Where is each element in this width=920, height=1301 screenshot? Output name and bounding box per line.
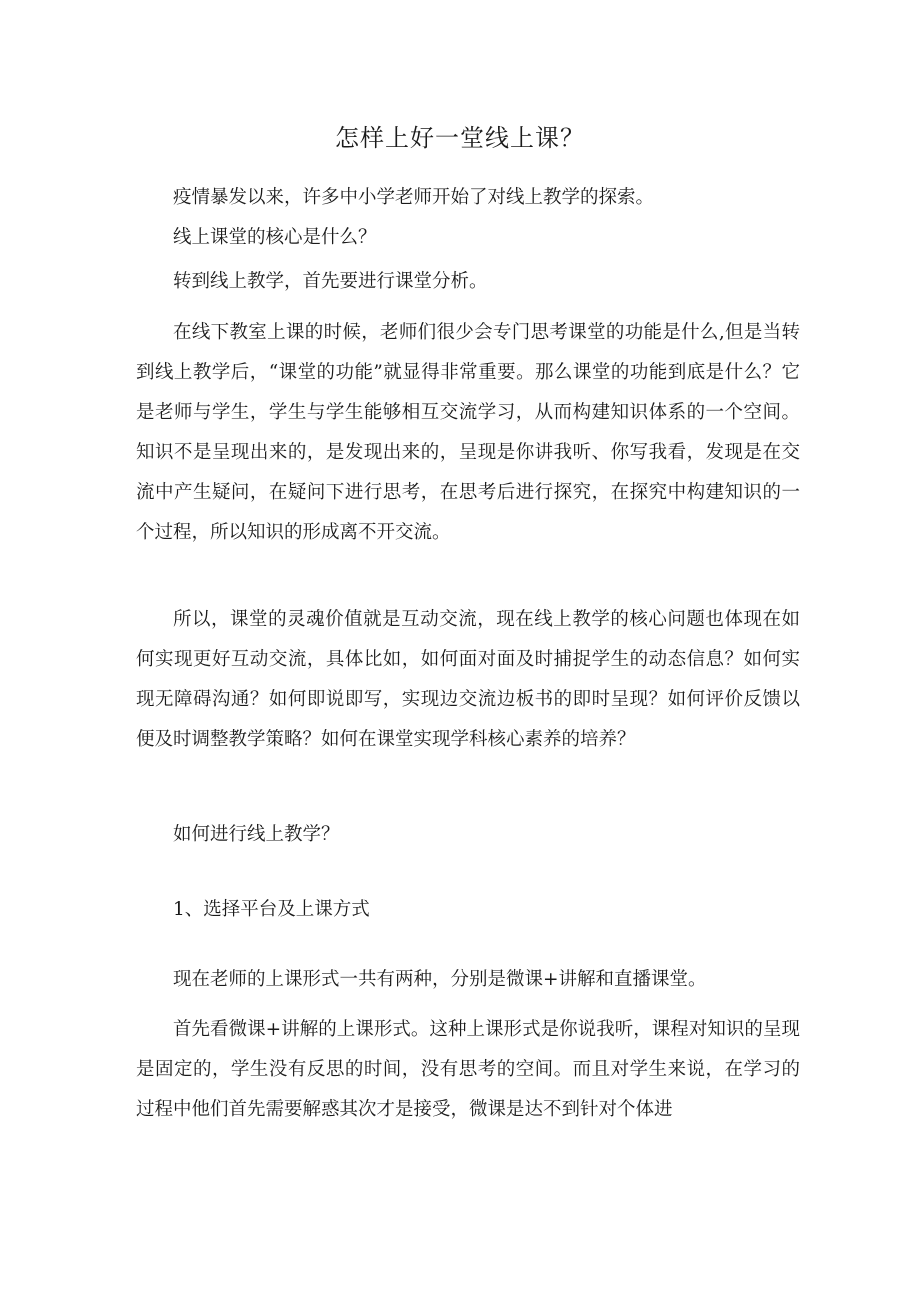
paragraph-intro: 疫情暴发以来，许多中小学老师开始了对线上教学的探索。 [173,187,655,208]
document-title: 怎样上好一堂线上课？ [335,124,585,152]
paragraph-section-1-heading: 1、选择平台及上课方式 [173,899,370,920]
paragraph-micro-lesson: 首先看微课+讲解的上课形式。这种上课形式是你说我听，课程对知识的呈现是固定的，学生没有反思的时间，没有思考的空间。而且对学生来说，在学习的过程中他们首先需要解惑其次才是接受，微课是达不到针对个体进 [136,1019,800,1120]
paragraph-interaction: 所以，课堂的灵魂价值就是互动交流，现在线上教学的核心问题也体现在如何实现更好互动交流，具体比如，如何面对面及时捕捉学生的动态信息？如何实现无障碍沟通？如何即说即写，实现边交流边板书的即时呈现？如何评价反馈以便及时调整教学策略？如何在课堂实现学科核心素养的培养？ [136,609,800,750]
paragraph-core-question: 线上课堂的核心是什么？ [173,227,377,248]
paragraph-how-to-teach: 如何进行线上教学？ [173,824,340,845]
paragraph-classroom-function: 在线下教室上课的时候，老师们很少会专门思考课堂的功能是什么,但是当转到线上教学后，“课堂的功能”就显得非常重要。那么课堂的功能到底是什么？它是老师与学生，学生与学生能够相互交流学习，从而构建知识体系的一个空间。知识不是呈现出来的，是发现出来的，呈现是你讲我听、你写我看，发现是在交流中产生疑问，在疑问下进行思考，在思考后进行探究，在探究中构建知识的一个过程，所以知识的形成离不开交流。 [136,322,800,543]
paragraph-analysis: 转到线上教学，首先要进行课堂分析。 [173,271,488,292]
paragraph-lesson-forms: 现在老师的上课形式一共有两种，分别是微课+讲解和直播课堂。 [173,969,707,990]
